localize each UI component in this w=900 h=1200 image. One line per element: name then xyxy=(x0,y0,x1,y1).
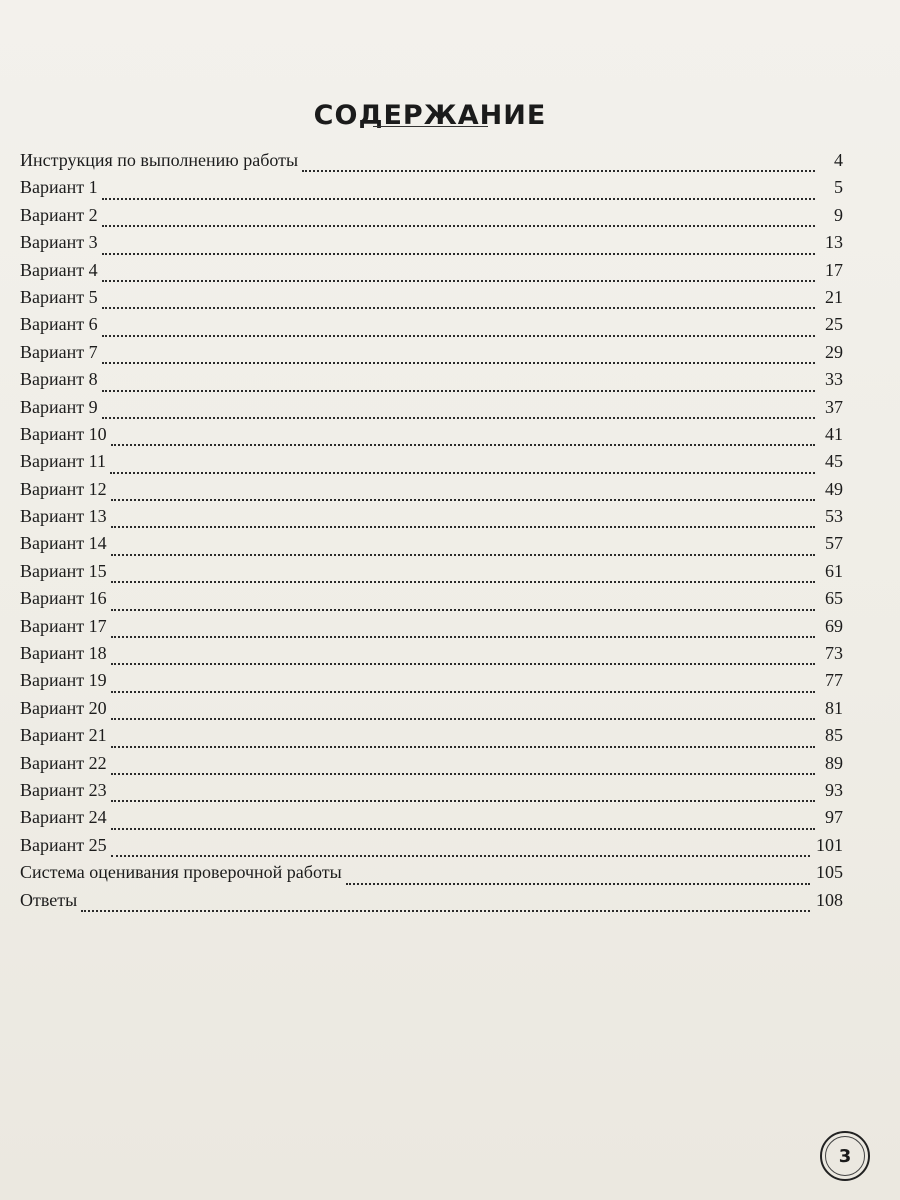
toc-dot-leader xyxy=(102,207,815,227)
toc-entry-page-number: 29 xyxy=(825,341,843,362)
toc-entry[interactable] xyxy=(20,725,843,752)
toc-dot-leader xyxy=(102,399,815,419)
toc-dot-leader xyxy=(111,673,815,693)
toc-entry-page-number: 108 xyxy=(816,889,843,910)
toc-entry[interactable] xyxy=(20,616,843,643)
toc-dot-leader xyxy=(111,782,815,802)
toc-entry-page-number: 85 xyxy=(825,725,843,746)
toc-entry-page-number: 17 xyxy=(825,259,843,280)
toc-entry-page-number: 101 xyxy=(816,834,843,855)
toc-entry-label: Вариант 1 xyxy=(20,177,98,198)
toc-entry-page-number: 49 xyxy=(825,478,843,499)
toc-dot-leader xyxy=(111,426,815,446)
toc-entry[interactable] xyxy=(20,287,843,314)
toc-entry[interactable] xyxy=(20,835,843,862)
toc-entry-label: Инструкция по выполнению работы xyxy=(20,150,299,170)
toc-entry-label: Ответы xyxy=(20,889,78,910)
toc-entry[interactable] xyxy=(20,561,843,588)
toc-entry-label: Вариант 10 xyxy=(20,423,107,444)
toc-entry-page-number: 33 xyxy=(825,369,843,390)
toc-entry[interactable] xyxy=(20,479,843,506)
toc-dot-leader xyxy=(111,837,810,857)
toc-entry-page-number: 93 xyxy=(825,779,843,800)
toc-dot-leader xyxy=(111,591,815,611)
toc-entry-page-number: 89 xyxy=(825,752,843,773)
toc-dot-leader xyxy=(102,317,815,337)
toc-dot-leader xyxy=(111,563,815,583)
toc-entry-label: Вариант 25 xyxy=(20,834,107,855)
toc-entry-page-number: 4 xyxy=(834,150,843,170)
toc-dot-leader xyxy=(110,454,815,474)
table-of-contents xyxy=(20,150,843,917)
toc-entry[interactable] xyxy=(20,150,843,177)
toc-entry-page-number: 81 xyxy=(825,697,843,718)
toc-dot-leader xyxy=(111,810,815,830)
toc-dot-leader xyxy=(102,262,815,282)
toc-entry-page-number: 37 xyxy=(825,396,843,417)
toc-dot-leader xyxy=(102,344,815,364)
toc-entry-label: Вариант 21 xyxy=(20,725,107,746)
toc-entry-label: Вариант 19 xyxy=(20,670,107,691)
toc-dot-leader xyxy=(346,865,810,885)
toc-entry-page-number: 61 xyxy=(825,560,843,581)
page-title: СОДЕРЖАНИЕ xyxy=(313,100,547,132)
toc-entry[interactable] xyxy=(20,533,843,560)
title-underline xyxy=(373,126,488,127)
toc-dot-leader xyxy=(81,892,810,912)
toc-entry-label: Вариант 18 xyxy=(20,643,107,664)
toc-dot-leader xyxy=(302,152,815,172)
toc-entry-label: Вариант 3 xyxy=(20,232,98,253)
toc-dot-leader xyxy=(102,235,815,255)
toc-entry-label: Вариант 23 xyxy=(20,779,107,800)
toc-entry-label: Вариант 11 xyxy=(20,451,106,472)
toc-entry-page-number: 97 xyxy=(825,807,843,828)
toc-entry-page-number: 21 xyxy=(825,286,843,307)
toc-entry-label: Система оценивания проверочной работы xyxy=(20,862,342,883)
toc-entry[interactable] xyxy=(20,369,843,396)
toc-entry-page-number: 41 xyxy=(825,423,843,444)
toc-entry-label: Вариант 4 xyxy=(20,259,98,280)
toc-entry[interactable] xyxy=(20,314,843,341)
toc-entry-page-number: 45 xyxy=(825,451,843,472)
toc-entry[interactable] xyxy=(20,698,843,725)
toc-entry-label: Вариант 8 xyxy=(20,369,98,390)
toc-entry-label: Вариант 22 xyxy=(20,752,107,773)
toc-entry-label: Вариант 5 xyxy=(20,286,98,307)
toc-dot-leader xyxy=(111,508,815,528)
toc-entry[interactable] xyxy=(20,588,843,615)
toc-entry[interactable] xyxy=(20,451,843,478)
toc-entry[interactable] xyxy=(20,753,843,780)
toc-dot-leader xyxy=(102,372,815,392)
toc-entry-page-number: 13 xyxy=(825,232,843,253)
toc-entry-label: Вариант 16 xyxy=(20,588,107,609)
toc-dot-leader xyxy=(111,728,815,748)
toc-dot-leader xyxy=(111,645,815,665)
toc-entry-page-number: 69 xyxy=(825,615,843,636)
toc-entry-label: Вариант 9 xyxy=(20,396,98,417)
page-number-badge xyxy=(820,1131,870,1181)
toc-entry[interactable] xyxy=(20,260,843,287)
toc-dot-leader xyxy=(111,618,815,638)
toc-entry-label: Вариант 6 xyxy=(20,314,98,335)
toc-entry-page-number: 105 xyxy=(816,862,843,883)
toc-entry-label: Вариант 17 xyxy=(20,615,107,636)
toc-entry[interactable] xyxy=(20,232,843,259)
toc-entry-label: Вариант 24 xyxy=(20,807,107,828)
toc-entry-page-number: 77 xyxy=(825,670,843,691)
toc-entry-page-number: 65 xyxy=(825,588,843,609)
toc-dot-leader xyxy=(111,481,815,501)
toc-entry[interactable] xyxy=(20,397,843,424)
toc-entry-label: Вариант 12 xyxy=(20,478,107,499)
toc-entry-page-number: 73 xyxy=(825,643,843,664)
toc-entry[interactable] xyxy=(20,205,843,232)
toc-entry-page-number: 25 xyxy=(825,314,843,335)
toc-entry[interactable] xyxy=(20,424,843,451)
toc-entry-page-number: 53 xyxy=(825,506,843,527)
toc-dot-leader xyxy=(111,755,815,775)
toc-entry[interactable] xyxy=(20,643,843,670)
toc-entry-label: Вариант 14 xyxy=(20,533,107,554)
toc-entry[interactable] xyxy=(20,862,843,889)
toc-entry[interactable] xyxy=(20,342,843,369)
toc-entry-label: Вариант 7 xyxy=(20,341,98,362)
toc-entry[interactable] xyxy=(20,506,843,533)
toc-dot-leader xyxy=(102,180,815,200)
toc-entry-label: Вариант 2 xyxy=(20,204,98,225)
toc-dot-leader xyxy=(111,536,815,556)
toc-entry-page-number: 57 xyxy=(825,533,843,554)
toc-entry-page-number: 5 xyxy=(834,177,843,198)
toc-entry[interactable] xyxy=(20,670,843,697)
toc-dot-leader xyxy=(102,289,815,309)
toc-entry-label: Вариант 13 xyxy=(20,506,107,527)
toc-dot-leader xyxy=(111,700,815,720)
toc-entry-page-number: 9 xyxy=(834,204,843,225)
toc-entry[interactable] xyxy=(20,807,843,834)
toc-entry-label: Вариант 20 xyxy=(20,697,107,718)
toc-entry[interactable] xyxy=(20,780,843,807)
toc-entry[interactable] xyxy=(20,177,843,204)
page-number: 3 xyxy=(825,1136,865,1176)
toc-entry-label: Вариант 15 xyxy=(20,560,107,581)
toc-entry[interactable] xyxy=(20,890,843,917)
